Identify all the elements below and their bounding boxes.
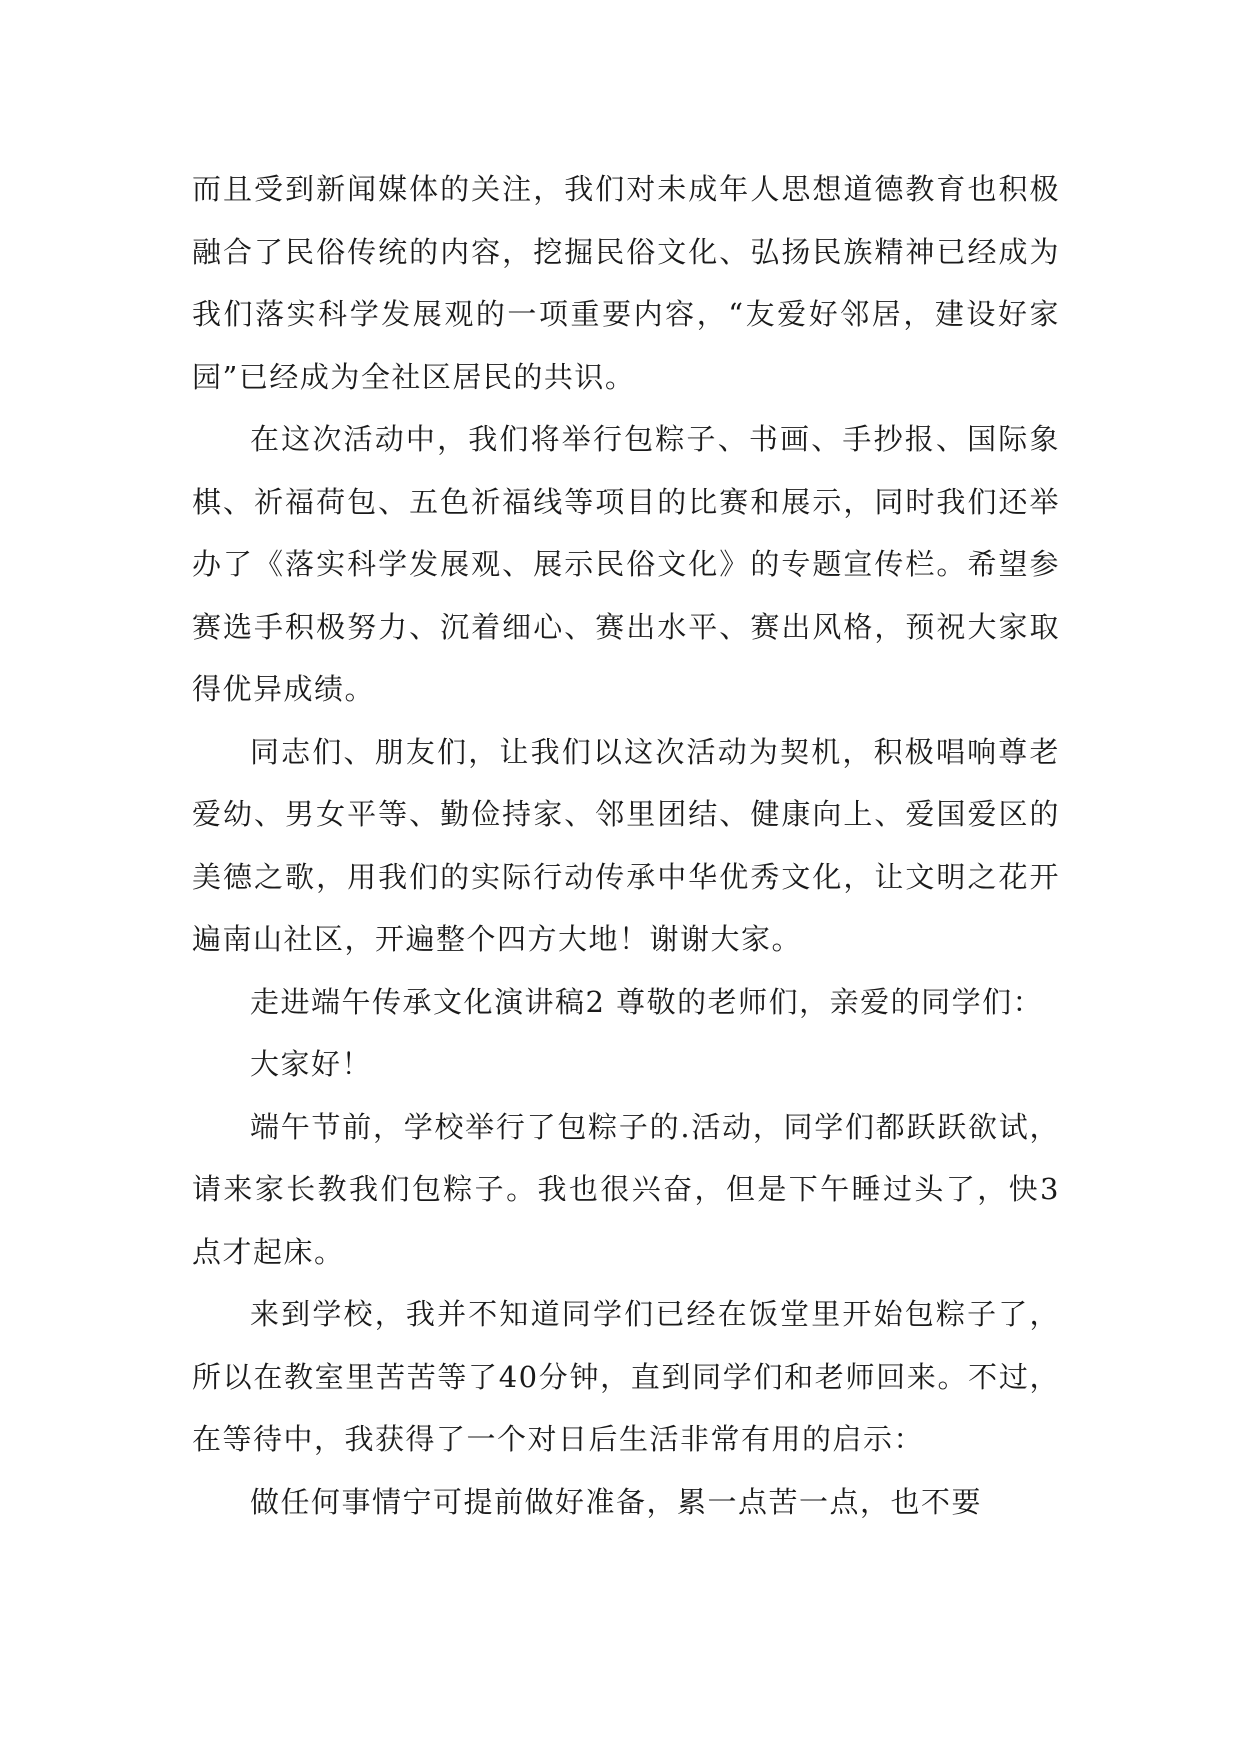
paragraph-activities: 在这次活动中，我们将举行包粽子、书画、手抄报、国际象棋、祈福荷包、五色祈福线等项目的比赛和展示，同时我们还举办了《落实科学发展观、展示民俗文化》的专题宣传栏。希望参赛选手积极努力、沉着细心、赛出水平、赛出风格，预祝大家取得优异成绩。 (192, 422, 1060, 706)
document-body (192, 158, 1060, 1533)
paragraph-story-wait: 来到学校，我并不知道同学们已经在饭堂里开始包粽子了，所以在教室里苦苦等了40分钟，直到同学们和老师回来。不过，在等待中，我获得了一个对日后生活非常有用的启示： (192, 1297, 1060, 1456)
paragraph-speech2-heading: 走进端午传承文化演讲稿2 尊敬的老师们，亲爱的同学们： (250, 984, 1044, 1019)
paragraph-call-to-action: 同志们、朋友们，让我们以这次活动为契机，积极唱响尊老爱幼、男女平等、勤俭持家、邻里团结、健康向上、爱国爱区的美德之歌，用我们的实际行动传承中华优秀文化，让文明之花开遍南山社区，开遍整个四方大地！谢谢大家。 (192, 734, 1060, 956)
paragraph-greeting: 大家好！ (250, 1047, 373, 1081)
paragraph-continuation: 而且受到新闻媒体的关注，我们对未成年人思想道德教育也积极融合了民俗传统的内容，挖掘民俗文化、弘扬民族精神已经成为我们落实科学发展观的一项重要内容，“友爱好邻居，建设好家园”已经成为全社区居民的共识。 (192, 172, 1060, 394)
paragraph-lesson: 做任何事情宁可提前做好准备，累一点苦一点，也不要 (250, 1484, 983, 1519)
paragraph-story-start: 端午节前，学校举行了包粽子的.活动，同学们都跃跃欲试，请来家长教我们包粽子。我也很兴奋，但是下午睡过头了，快3点才起床。 (192, 1109, 1060, 1269)
